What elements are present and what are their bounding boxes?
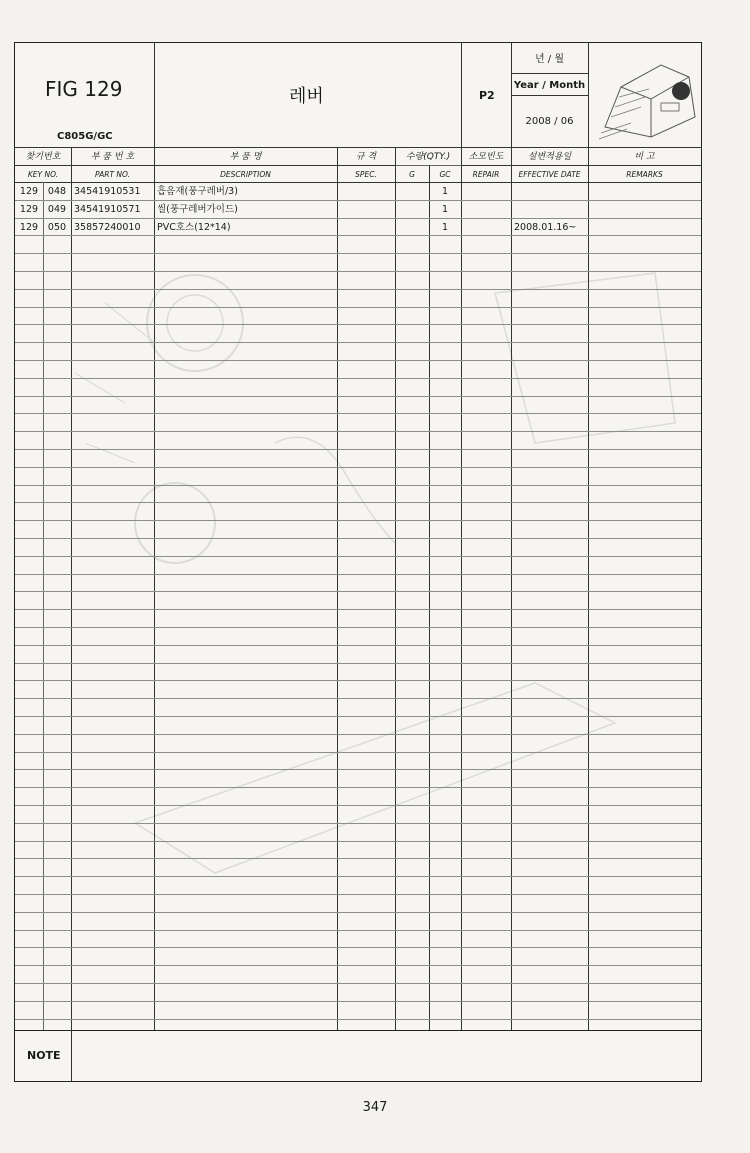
ruled-line — [15, 841, 701, 842]
ruled-line — [15, 342, 701, 343]
ruled-line — [15, 983, 701, 984]
ruled-line — [15, 609, 701, 610]
ruled-line — [15, 947, 701, 948]
col-qty-kr: 수량(QTY.) — [405, 152, 451, 162]
ruled-line — [15, 663, 701, 664]
ruled-line — [15, 627, 701, 628]
part-number: 34541910531 — [74, 186, 141, 197]
ruled-line — [15, 485, 701, 486]
combine-harvester-icon — [591, 47, 701, 143]
figure-title: FIG 129 — [45, 77, 123, 101]
ruled-line — [15, 680, 701, 681]
ruled-line — [15, 520, 701, 521]
ruled-line — [15, 1001, 701, 1002]
ruled-line — [15, 378, 701, 379]
ruled-line — [15, 271, 701, 272]
qty-gc: 1 — [441, 204, 449, 215]
part-description: 씰(풍구레버가이드) — [157, 204, 238, 215]
col-description-en: DESCRIPTION — [220, 170, 271, 179]
col-qty-gc: GC — [439, 170, 451, 179]
ruled-line — [15, 253, 701, 254]
part-description: 흡음재(풍구레버/3) — [157, 186, 238, 197]
ruled-line — [15, 449, 701, 450]
ruled-line — [15, 360, 701, 361]
ruled-line — [15, 556, 701, 557]
ruled-line — [15, 930, 701, 931]
ruled-line — [15, 716, 701, 717]
qty-gc: 1 — [441, 222, 449, 233]
col-qty-g: G — [409, 170, 415, 179]
part-group-name: 레버 — [289, 86, 324, 107]
part-number: 35857240010 — [74, 222, 141, 233]
ruled-line — [15, 307, 701, 308]
show-through-drawing — [15, 43, 701, 1081]
col-remarks-kr: 비 고 — [634, 152, 655, 162]
col-part-no-en: PART NO. — [94, 170, 131, 179]
note-label: NOTE — [27, 1049, 61, 1062]
ruled-line — [15, 823, 701, 824]
ruled-line — [15, 467, 701, 468]
qty-gc: 1 — [441, 186, 449, 197]
ruled-line — [15, 645, 701, 646]
key-no-a: 129 — [19, 186, 39, 197]
col-spec-en: SPEC. — [355, 170, 377, 179]
ruled-line — [15, 235, 701, 236]
ruled-line — [15, 734, 701, 735]
ruled-line — [15, 538, 701, 539]
ruled-line — [15, 1019, 701, 1020]
ruled-line — [15, 502, 701, 503]
year-month-value: 2008 / 06 — [525, 116, 574, 127]
ruled-line — [15, 858, 701, 859]
col-repair-kr: 소모빈도 — [468, 152, 504, 162]
ruled-line — [15, 894, 701, 895]
model-label: C805G/GC — [57, 131, 113, 142]
ruled-line — [15, 431, 701, 432]
key-no-a: 129 — [19, 204, 39, 215]
ruled-line — [15, 591, 701, 592]
col-effective-date-kr: 설변적용일 — [527, 152, 572, 162]
parts-list-frame — [14, 42, 702, 1082]
col-description-kr: 부 품 명 — [229, 152, 262, 162]
col-effective-date-en: EFFECTIVE DATE — [518, 170, 581, 179]
col-part-no-kr: 부 품 번 호 — [90, 152, 135, 162]
key-no-b: 049 — [47, 204, 67, 215]
ruled-line — [15, 698, 701, 699]
page-code: P2 — [479, 89, 495, 102]
col-spec-kr: 규 격 — [355, 152, 377, 162]
effective-date: 2008.01.16~ — [514, 222, 577, 233]
page-number: 347 — [362, 1100, 388, 1115]
ruled-line — [15, 324, 701, 325]
ruled-line — [15, 218, 701, 219]
key-no-a: 129 — [19, 222, 39, 233]
ruled-line — [15, 805, 701, 806]
key-no-b: 048 — [47, 186, 67, 197]
ruled-line — [15, 876, 701, 877]
ruled-line — [15, 200, 701, 201]
ruled-line — [15, 752, 701, 753]
ruled-line — [15, 787, 701, 788]
part-number: 34541910571 — [74, 204, 141, 215]
ruled-line — [15, 912, 701, 913]
ruled-line — [15, 413, 701, 414]
ruled-line — [15, 769, 701, 770]
col-remarks-en: REMARKS — [626, 170, 663, 179]
ruled-line — [15, 396, 701, 397]
ruled-line — [15, 574, 701, 575]
col-key-no-kr: 찾기번호 — [25, 152, 61, 162]
part-description: PVC호스(12*14) — [157, 222, 231, 233]
col-repair-en: REPAIR — [472, 170, 500, 179]
year-month-label-en: Year / Month — [513, 80, 586, 91]
ruled-line — [15, 289, 701, 290]
col-key-no-en: KEY NO. — [27, 170, 59, 179]
ruled-line — [15, 965, 701, 966]
year-month-label-kr: 년 / 월 — [534, 54, 565, 65]
key-no-b: 050 — [47, 222, 67, 233]
